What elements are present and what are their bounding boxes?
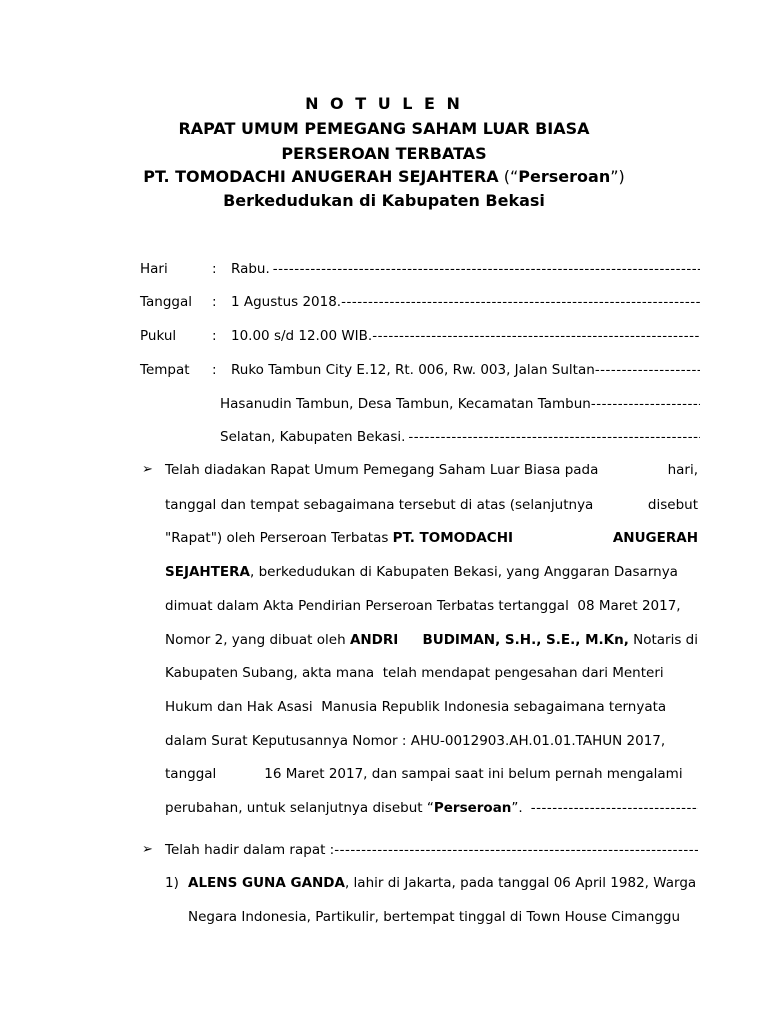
dash-filler <box>341 291 700 313</box>
hari-label: Hari <box>140 261 168 277</box>
attendee-line <box>188 906 698 928</box>
tempat-line-3: Selatan, Kabupaten Bekasi. <box>220 429 406 445</box>
colon: : <box>212 261 217 277</box>
tanggal-label: Tanggal <box>140 294 193 310</box>
text: Negara Indonesia, Partikulir, bertempat tinggal di Town House Cimanggu <box>188 909 681 925</box>
company-name-part: ANUGERAH <box>612 530 698 546</box>
para1-line <box>165 730 698 752</box>
text: hari, <box>667 462 698 478</box>
company-type-heading: PERSEROAN TERBATAS <box>281 144 487 163</box>
attendee-name: ALENS GUNA GANDA <box>188 875 345 891</box>
para1-line <box>165 629 698 651</box>
dash-filler <box>595 359 700 381</box>
company-name-part: PT. TOMODACHI <box>392 530 514 546</box>
text: Telah diadakan Rapat Umum Pemegang Saham Luar Biasa pada <box>165 462 599 478</box>
text: dalam Surat Keputusannya Nomor : AHU-0012903.AH.01.01.TAHUN 2017, <box>165 733 666 749</box>
tempat-label: Tempat <box>140 362 190 378</box>
text: perubahan, untuk selanjutnya disebut “ <box>165 800 434 816</box>
detail-row-tempat-cont <box>140 426 700 448</box>
colon: : <box>212 362 217 378</box>
detail-row-pukul <box>140 325 700 347</box>
para1-line <box>165 662 698 684</box>
text: disebut <box>647 497 698 513</box>
text: 16 Maret 2017, dan sampai saat ini belum pernah mengalami <box>264 766 683 782</box>
pukul-label: Pukul <box>140 328 177 344</box>
text: , berkedudukan di Kabupaten Bekasi, yang Anggaran Dasarnya <box>250 564 678 580</box>
dash-filler <box>273 258 700 280</box>
text: dimuat dalam Akta Pendirian Perseroan Terbatas tertanggal 08 Maret 2017, <box>165 598 681 614</box>
meeting-type-heading: RAPAT UMUM PEMEGANG SAHAM LUAR BIASA <box>178 119 590 138</box>
colon: : <box>212 328 217 344</box>
arrow-bullet-icon: ➢ <box>142 842 153 857</box>
text: tanggal <box>165 766 217 782</box>
perseroan-term: Perseroan <box>518 167 611 186</box>
dash-filler <box>591 393 700 415</box>
para2-line <box>165 839 698 861</box>
text: Kabupaten Subang, akta mana telah mendapat pengesahan dari Menteri <box>165 665 664 681</box>
dash-filler <box>531 797 698 819</box>
tanggal-value: 1 Agustus 2018. <box>231 294 342 310</box>
document-title: N O T U L E N <box>305 94 463 113</box>
pukul-value: 10.00 s/d 12.00 WIB. <box>231 328 373 344</box>
text: ”. <box>511 800 523 816</box>
perseroan-term: Perseroan <box>433 800 512 816</box>
para1-line <box>165 561 698 583</box>
para1-line <box>165 494 698 516</box>
para1-line <box>165 527 698 549</box>
detail-row-tempat <box>140 359 700 381</box>
dash-filler <box>372 325 700 347</box>
dash-filler <box>408 426 700 448</box>
detail-row-hari <box>140 258 700 280</box>
text: Telah hadir dalam rapat : <box>165 842 335 858</box>
text: , lahir di Jakarta, pada tanggal 06 April 1982, Warga <box>344 875 697 891</box>
notary-name: ANDRI <box>349 632 399 648</box>
notary-name: BUDIMAN, S.H., S.E., M.Kn, <box>422 632 629 648</box>
colon: : <box>212 294 217 310</box>
para1-line <box>165 595 698 617</box>
attendee-line <box>188 872 698 894</box>
tempat-line-1: Ruko Tambun City E.12, Rt. 006, Rw. 003, Jalan Sultan <box>231 362 595 378</box>
list-number: 1) <box>165 875 179 891</box>
tempat-line-2: Hasanudin Tambun, Desa Tambun, Kecamatan Tambun <box>220 396 591 412</box>
text: Nomor 2, yang dibuat oleh <box>165 632 350 648</box>
para1-line <box>165 696 698 718</box>
company-name-part: SEJAHTERA <box>165 564 250 580</box>
para1-line <box>165 763 698 785</box>
detail-row-tanggal <box>140 291 700 313</box>
quote-close: ”) <box>610 167 625 186</box>
dash-filler <box>334 839 698 861</box>
text: "Rapat") oleh Perseroan Terbatas <box>165 530 393 546</box>
domicile-heading: Berkedudukan di Kabupaten Bekasi <box>223 191 545 210</box>
text: Hukum dan Hak Asasi Manusia Republik Indonesia sebagaimana ternyata <box>165 699 667 715</box>
company-name-heading <box>0 165 768 189</box>
quote-open: (“ <box>498 167 519 186</box>
detail-row-tempat-cont <box>140 393 700 415</box>
text: tanggal dan tempat sebagaimana tersebut di atas (selanjutnya <box>165 497 594 513</box>
arrow-bullet-icon: ➢ <box>142 462 153 477</box>
para1-line <box>165 797 698 819</box>
company-name: PT. TOMODACHI ANUGERAH SEJAHTERA <box>143 167 499 186</box>
hari-value: Rabu. <box>231 261 270 277</box>
text: Notaris di <box>628 632 698 648</box>
para1-line <box>165 459 698 481</box>
